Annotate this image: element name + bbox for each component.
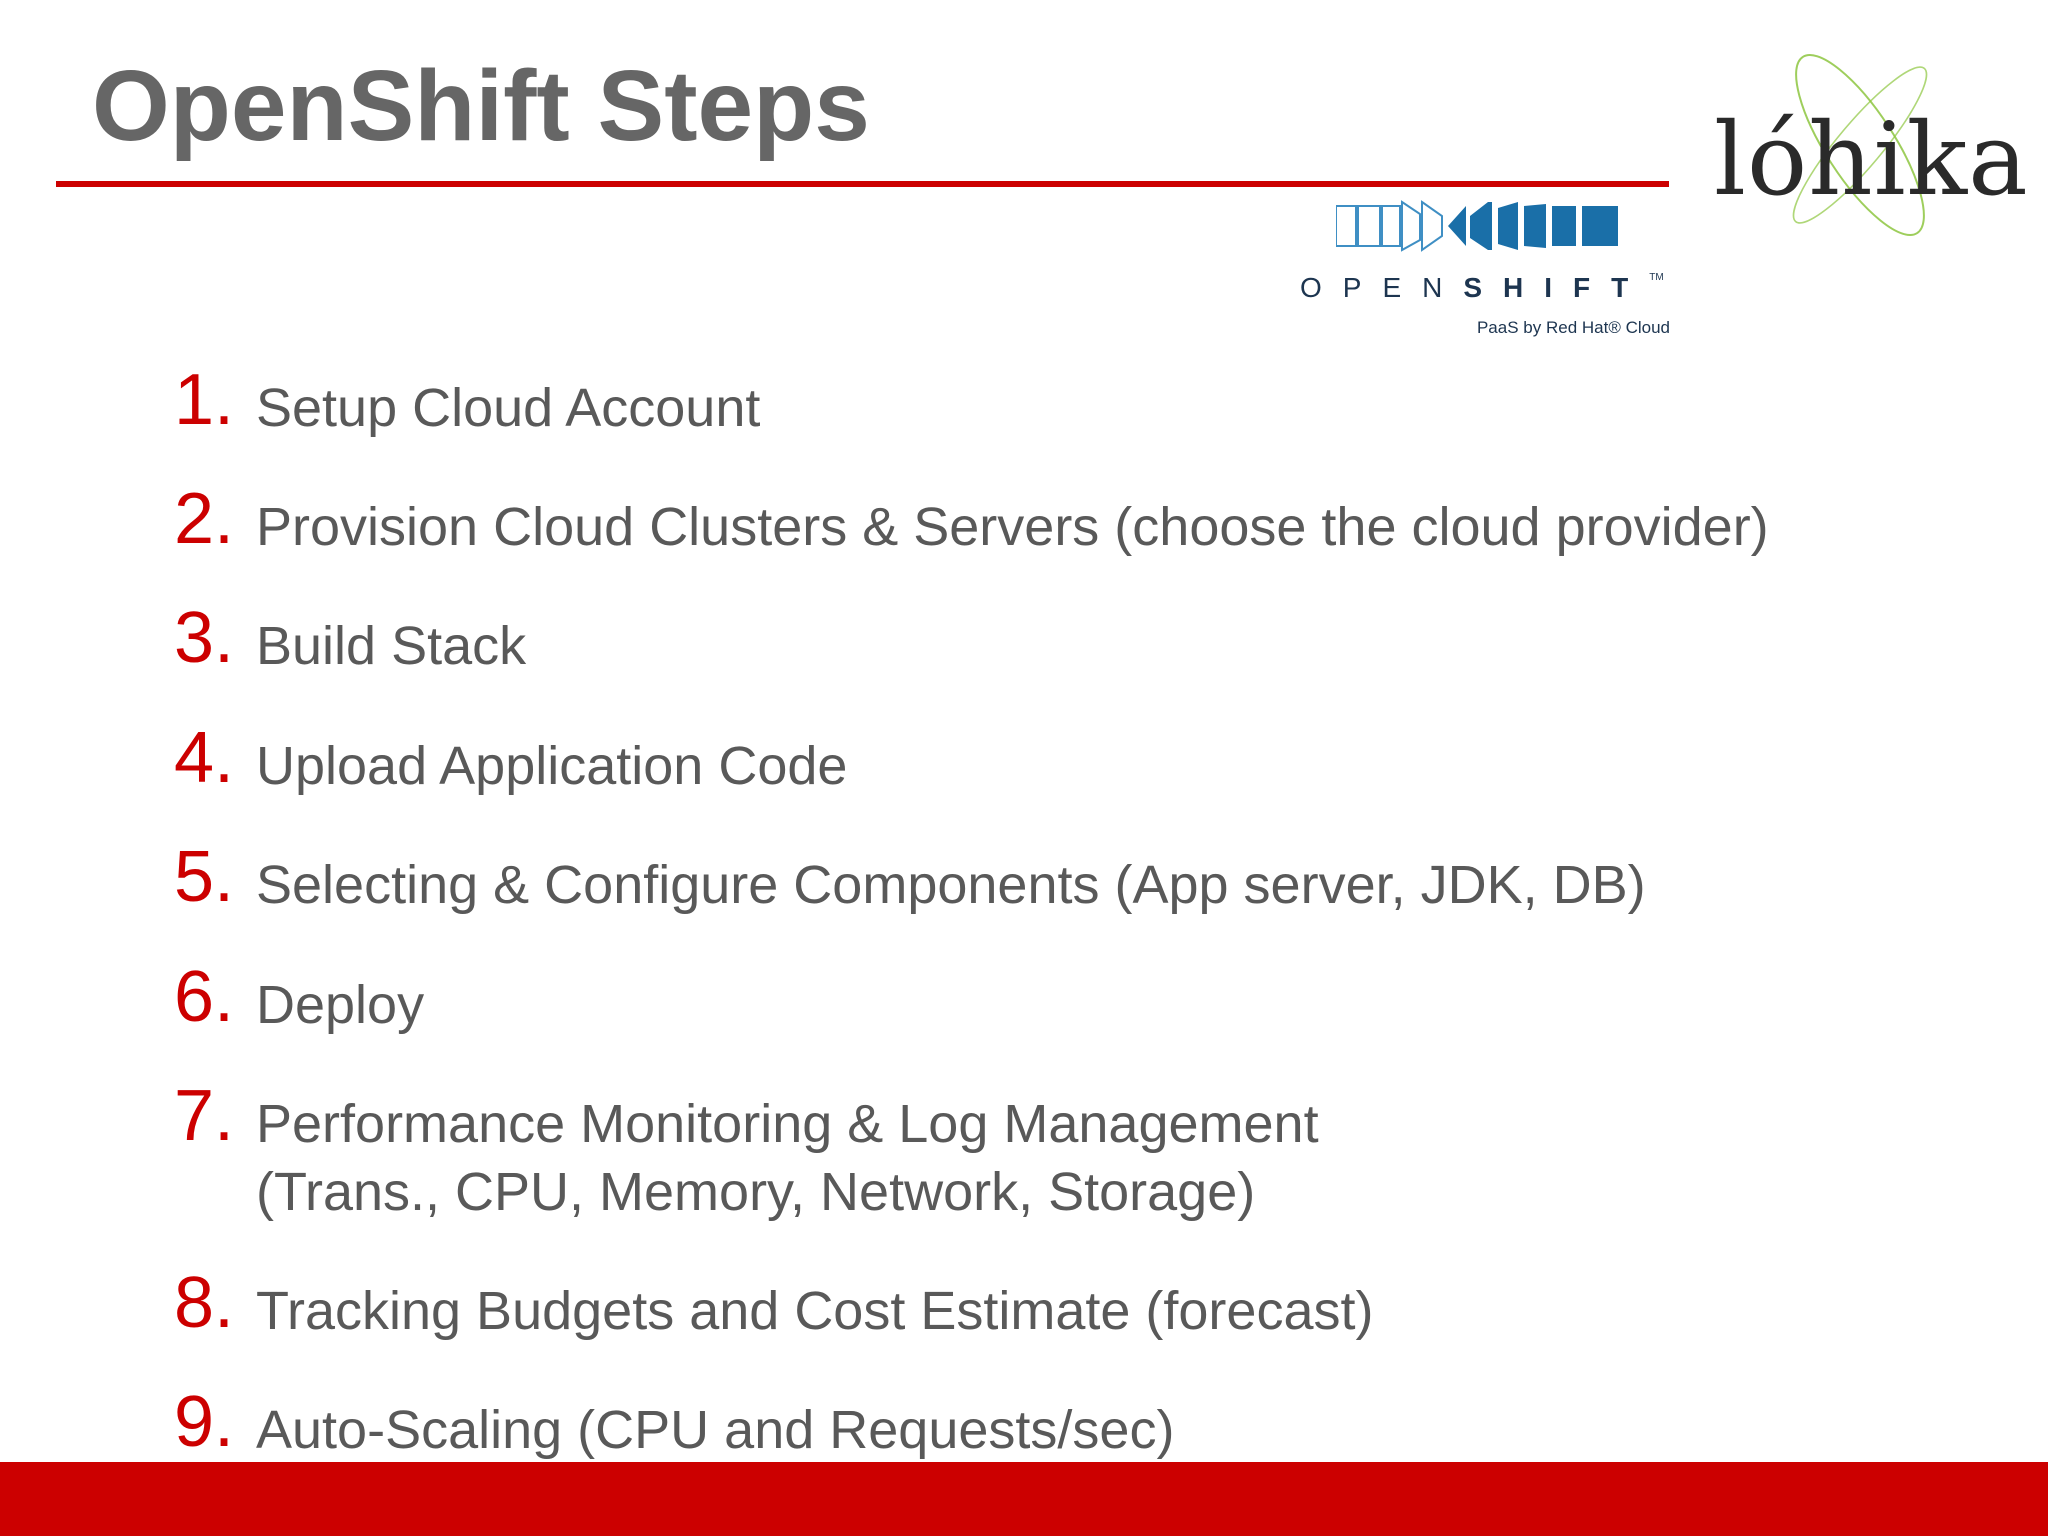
step-text: Setup Cloud Account [256, 378, 761, 438]
openshift-tagline: PaaS by Red Hat® Cloud [1476, 318, 1670, 337]
step-item [170, 718, 1990, 828]
lohika-wordmark: lóhika [1714, 101, 2029, 218]
step-text: Selecting & Configure Components (App server, JDK, DB) [256, 855, 1646, 915]
step-number: 2. [174, 479, 235, 559]
step-item [170, 479, 1990, 589]
step-text: Deploy [256, 975, 425, 1035]
step-text: Performance Monitoring & Log Management [256, 1094, 1319, 1154]
step-number: 4. [174, 718, 235, 798]
step-item [170, 1076, 1990, 1222]
step-number: 5. [174, 837, 235, 917]
footer-bar [0, 1462, 2048, 1536]
step-item [170, 837, 1990, 947]
step-number: 7. [174, 1076, 235, 1156]
openshift-trademark: TM [1649, 272, 1664, 283]
step-text: Build Stack [256, 616, 527, 676]
step-text: Tracking Budgets and Cost Estimate (forecast) [256, 1281, 1374, 1341]
step-text: Provision Cloud Clusters & Servers (choose the cloud provider) [256, 497, 1769, 557]
openshift-wordmark [1300, 272, 1664, 304]
openshift-mark-icon [1336, 194, 1626, 256]
step-number: 9. [174, 1382, 235, 1462]
step-item [170, 957, 1990, 1067]
step-number: 1. [174, 360, 235, 440]
step-item [170, 598, 1990, 708]
step-text: Upload Application Code [256, 736, 848, 796]
step-text-continuation: (Trans., CPU, Memory, Network, Storage) [256, 1162, 1256, 1222]
step-number: 8. [174, 1263, 235, 1343]
lohika-logo [1700, 40, 2029, 260]
title-underline [56, 181, 1669, 187]
openshift-word-open: OPEN [1300, 272, 1464, 303]
slide-title: OpenShift Steps [92, 50, 870, 162]
step-text: Auto-Scaling (CPU and Requests/sec) [256, 1400, 1175, 1460]
openshift-word-shift: SHIFT [1463, 272, 1650, 303]
step-item [170, 360, 1990, 470]
step-number: 3. [174, 598, 235, 678]
step-number: 6. [174, 957, 235, 1037]
openshift-logo [1300, 190, 1680, 350]
step-item [170, 1263, 1990, 1373]
